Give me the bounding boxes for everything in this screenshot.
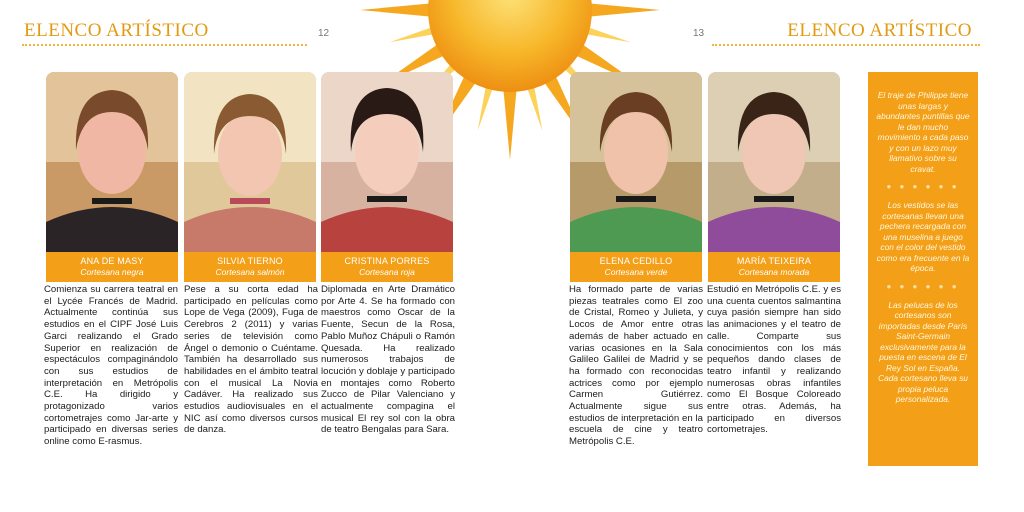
cast-bio: Diplomada en Arte Dramático por Arte 4. Se ha formado con maestros como Oscar de la Fuente, Secun de la Rosa, Pablo Muñoz Chápuli o Ramón Quesada. Ha realizado numerosos trabajos de locución y doblaje y participado en montajes como Roberto Zucco de Pilar Valenciano y actualmente compagina el musical El rey sol con la obra de teatro Bengalas para Sara. — [321, 284, 455, 436]
cast-bio: Ha formado parte de varias piezas teatrales como El zoo de Cristal, Romeo y Julieta, y Locos de Amor entre otras además de haber actuado en varias ocasiones en la Sala Galileo Galilei de Madrid y se ha formado con reconocidas actrices como por ejemplo Carmen Gutiérrez. Actualmente sigue sus estudios de interpretación en la escuela de cine y teatro Metrópolis C.E. — [569, 284, 703, 448]
name-caption — [321, 252, 453, 282]
portrait-photo — [46, 72, 178, 252]
cast-name: CRISTINA PORRES — [344, 256, 430, 266]
header-title-right: ELENCO ARTÍSTICO — [787, 20, 972, 41]
sidebar-paragraph: El traje de Philippe tiene unas largas y abundantes puntillas que le dan mucho movimiento a cada paso y con un lazo muy llamativo sobre su cravat. — [876, 90, 970, 174]
page-number-left: 12 — [318, 28, 330, 39]
portrait-photo — [708, 72, 840, 252]
cast-role: Cortesana roja — [359, 267, 415, 277]
page-number-right: 13 — [693, 28, 705, 39]
header-divider-left — [22, 44, 307, 46]
sidebar-separator: ● ● ● ● ● ● — [886, 182, 960, 191]
cast-role: Cortesana salmón — [215, 267, 285, 277]
sidebar-separator: ● ● ● ● ● ● — [886, 281, 960, 291]
cast-role: Cortesana negra — [80, 267, 144, 277]
cast-card-maria — [708, 72, 840, 282]
cast-card-elena — [570, 72, 702, 282]
cast-name: SILVIA TIERNO — [217, 256, 283, 266]
costume-notes-sidebar — [868, 72, 978, 466]
cast-name: ELENA CEDILLO — [599, 256, 673, 266]
cast-name: MARÍA TEIXEIRA — [736, 256, 812, 266]
sidebar-paragraph: Los vestidos se las cortesanas llevan una pechera recargada con una muselina a juego con el color del vestido como era frecuente en la época. — [876, 200, 970, 273]
header-divider-right — [712, 44, 980, 46]
cast-card-cristina — [321, 72, 453, 282]
name-caption — [184, 252, 316, 282]
name-caption — [46, 252, 178, 282]
cast-card-silvia — [184, 72, 316, 282]
cast-bio: Comienza su carrera teatral en el Lycée Francés de Madrid. Actualmente continúa sus estudios en el CIPF José Luis Garci realizando el Grado Superior en realización de espectáculos compaginándolo con sus estudios de interpretación en Metrópolis C.E. Ha dirigido y protagonizado varios cortometrajes como Jar-arte y participado en diversas series online como E-rasmus. — [44, 284, 178, 448]
cast-card-ana — [46, 72, 178, 282]
header-title-left: ELENCO ARTÍSTICO — [24, 20, 209, 41]
cast-role: Cortesana morada — [738, 267, 810, 277]
portrait-photo — [321, 72, 453, 252]
name-caption — [570, 252, 702, 282]
portrait-photo — [184, 72, 316, 252]
sidebar-paragraph: Las pelucas de los cortesanos son importadas desde París Saint-Germain exclusivamente para la puesta en escena de El Rey Sol en España. Cada cortesano lleva su propia peluca personalizada. — [878, 299, 968, 404]
portrait-photo — [570, 72, 702, 252]
cast-bio: Pese a su corta edad ha participado en películas como Lope de Vega (2009), Fuga de Cerebros 2 (2011) y varias series de televisión como Ángel o demonio o Cuéntame. También ha desarrollado sus habilidades en el ámbito teatral con el musical La Novia Cadáver. Ha realizado sus estudios audiovisuales en el NIC así como diversos cursos de danza. — [184, 284, 318, 436]
cast-role: Cortesana verde — [604, 267, 668, 277]
name-caption — [708, 252, 840, 282]
cast-bio: Estudió en Metrópolis C.E. y es una cuenta cuentos salmantina cuya pasión siempre han sido las animaciones y el teatro de calle. Comparte sus conocimientos con los más pequeños dando clases de teatro infantil y realizando numerosas obras infantiles como El Bosque Coloreado entre otras. Además, ha participado en diversos cortometrajes. — [707, 284, 841, 436]
cast-name: ANA DE MASY — [80, 256, 144, 266]
